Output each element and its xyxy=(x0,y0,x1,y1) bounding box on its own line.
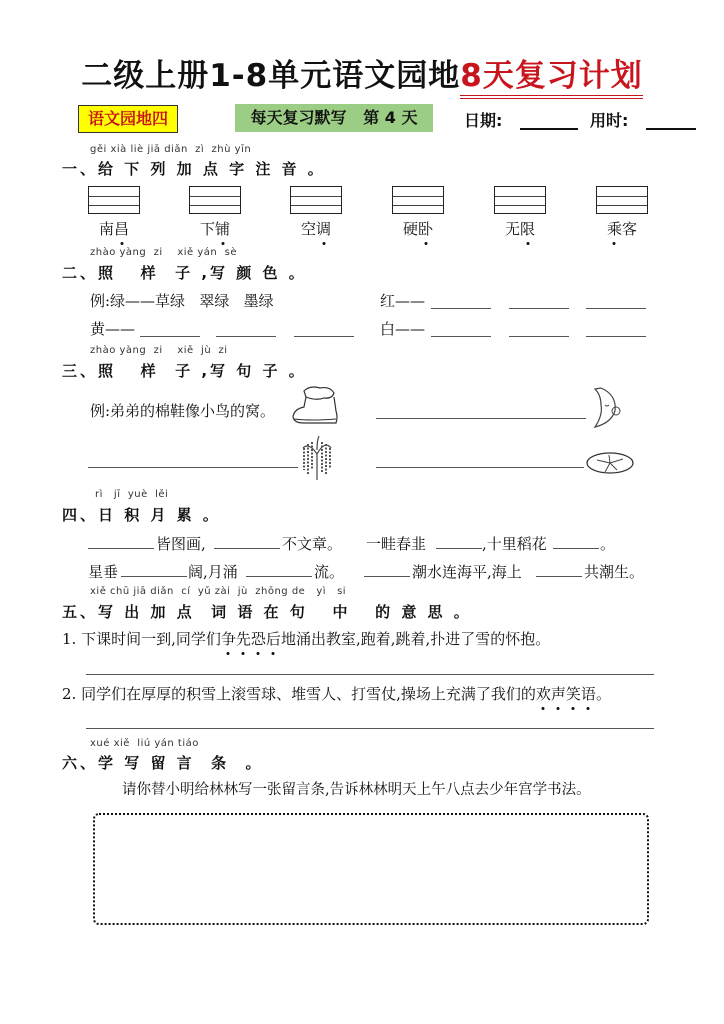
sentence-text: 。 xyxy=(595,685,611,703)
answer-line[interactable] xyxy=(294,336,354,337)
dotted-char: 限 xyxy=(520,220,536,238)
dotted-char: 恐 xyxy=(250,630,266,648)
question-1 xyxy=(62,628,550,649)
dotted-char: 争 xyxy=(220,630,236,648)
section3-pinyin: zhào yàng zi xiě jù zi xyxy=(90,345,228,356)
section2-example: 例:绿——草绿 翠绿 墨绿 xyxy=(90,292,274,310)
prompt-white: 白—— xyxy=(380,320,426,338)
box-guide-line xyxy=(89,196,139,197)
poem-text: 共潮生。 xyxy=(584,563,645,581)
word-item xyxy=(592,218,652,239)
dotted-char: 昌 xyxy=(114,220,130,238)
word-item xyxy=(185,218,245,239)
box-guide-line xyxy=(495,205,545,206)
boot-icon xyxy=(290,383,342,428)
box-guide-line xyxy=(597,196,647,197)
dotted-phrase xyxy=(536,683,596,704)
section5-title: 五、写 出 加 点 词 语 在 句 中 的 意 思 。 xyxy=(62,603,472,621)
answer-line[interactable] xyxy=(88,548,154,549)
poem-text: 阔,月涌 xyxy=(188,563,238,581)
box-guide-line xyxy=(291,205,341,206)
date-field[interactable] xyxy=(520,128,578,130)
prompt-yellow: 黄—— xyxy=(90,320,136,338)
section1-pinyin: gěi xià liè jiā diǎn zì zhù yīn xyxy=(90,144,252,155)
pinyin-answer-box[interactable] xyxy=(596,186,648,214)
answer-line[interactable] xyxy=(376,467,584,468)
section3-title: 三、照 样 子 ,写 句 子 。 xyxy=(62,362,307,380)
poem-text: 不文章。 xyxy=(282,535,343,553)
word-item xyxy=(388,218,448,239)
box-guide-line xyxy=(597,205,647,206)
unit-tag: 语文园地四 xyxy=(78,105,178,133)
box-guide-line xyxy=(495,196,545,197)
date-label: 日期: xyxy=(464,111,503,130)
section4-title: 四、日 积 月 累 。 xyxy=(62,506,221,524)
dotted-char: 调 xyxy=(316,220,332,238)
section2-title: 二、照 样 子 ,写 颜 色 。 xyxy=(62,264,307,282)
answer-line[interactable] xyxy=(553,548,599,549)
box-guide-line xyxy=(291,196,341,197)
poem-text: 。 xyxy=(600,535,616,553)
box-guide-line xyxy=(190,205,240,206)
dotted-char: 乘 xyxy=(606,220,622,238)
poem-text: 潮水连海平,海上 xyxy=(412,563,522,581)
answer-line[interactable] xyxy=(216,336,276,337)
prompt-red: 红—— xyxy=(380,292,426,310)
lotus-leaf-icon xyxy=(585,450,635,476)
answer-line[interactable] xyxy=(436,548,482,549)
dotted-phrase xyxy=(221,628,281,649)
note-writing-area[interactable] xyxy=(93,813,649,925)
answer-line[interactable] xyxy=(586,336,646,337)
question-number: 1. xyxy=(62,630,77,648)
question-2 xyxy=(62,683,611,704)
section5-pinyin: xiě chū jiā diǎn cí yǔ zài jù zhōng de yì si xyxy=(90,586,347,597)
poem-text: 流。 xyxy=(314,563,345,581)
dotted-char: 先 xyxy=(235,630,251,648)
answer-line[interactable] xyxy=(376,418,586,419)
section6-title: 六、学 写 留 言 条 。 xyxy=(62,754,264,772)
word-item xyxy=(84,218,144,239)
pinyin-answer-box[interactable] xyxy=(392,186,444,214)
section6-prompt: 请你替小明给林林写一张留言条,告诉林林明天上午八点去少年宫学书法。 xyxy=(122,782,591,798)
char: 无 xyxy=(504,220,520,238)
dotted-char: 声 xyxy=(550,685,566,703)
time-label: 用时: xyxy=(590,111,629,130)
section6-pinyin: xué xiě liú yán tiáo xyxy=(90,738,199,749)
word-item xyxy=(490,218,550,239)
pinyin-answer-box[interactable] xyxy=(189,186,241,214)
sentence-text: 下课时间一到,同学们 xyxy=(81,630,221,648)
sentence-text: 同学们在厚厚的积雪上滚雪球、堆雪人、打雪仗,操场上充满了我们的 xyxy=(81,685,536,703)
word-item xyxy=(286,218,346,239)
box-guide-line xyxy=(393,196,443,197)
page-title xyxy=(0,50,724,95)
answer-line[interactable] xyxy=(88,467,298,468)
char: 空 xyxy=(300,220,316,238)
answer-line[interactable] xyxy=(214,548,280,549)
answer-line[interactable] xyxy=(140,336,200,337)
dotted-char: 后 xyxy=(265,630,281,648)
poem-text: 皆图画, xyxy=(156,535,206,553)
answer-line[interactable] xyxy=(431,308,491,309)
char: 硬 xyxy=(402,220,418,238)
box-guide-line xyxy=(393,205,443,206)
pinyin-answer-box[interactable] xyxy=(290,186,342,214)
dotted-char: 欢 xyxy=(535,685,551,703)
sentence-text: 地涌出教室,跑着,跳着,扑进了雪的怀抱。 xyxy=(280,630,551,648)
answer-line[interactable] xyxy=(86,674,654,675)
answer-line[interactable] xyxy=(586,308,646,309)
char: 南 xyxy=(98,220,114,238)
box-guide-line xyxy=(89,205,139,206)
dotted-char: 笑 xyxy=(565,685,581,703)
section1-title: 一、给 下 列 加 点 字 注 音 。 xyxy=(62,160,326,178)
poem-text: 一畦春韭 xyxy=(366,535,427,553)
section3-example: 例:弟弟的棉鞋像小鸟的窝。 xyxy=(90,402,276,420)
pinyin-answer-box[interactable] xyxy=(88,186,140,214)
pinyin-answer-box[interactable] xyxy=(494,186,546,214)
dotted-char: 铺 xyxy=(215,220,231,238)
answer-line[interactable] xyxy=(246,576,312,577)
box-guide-line xyxy=(190,196,240,197)
question-number: 2. xyxy=(62,685,77,703)
char: 下 xyxy=(199,220,215,238)
answer-line[interactable] xyxy=(509,308,569,309)
section2-pinyin: zhào yàng zi xiě yán sè xyxy=(90,247,237,258)
title-red: 8天复习计划 xyxy=(460,58,643,99)
poem-text: ,十里稻花 xyxy=(482,535,547,553)
day-tag: 每天复习默写 第 4 天 xyxy=(235,104,433,132)
section4-pinyin: rì jī yuè lěi xyxy=(95,489,169,500)
answer-line[interactable] xyxy=(364,576,410,577)
poem-text: 星垂 xyxy=(88,563,119,581)
answer-line[interactable] xyxy=(536,576,582,577)
willow-icon xyxy=(299,434,335,482)
dotted-char: 语 xyxy=(580,685,596,703)
time-field[interactable] xyxy=(646,128,696,130)
dotted-char: 卧 xyxy=(418,220,434,238)
moon-icon xyxy=(587,385,629,430)
answer-line[interactable] xyxy=(121,576,187,577)
answer-line[interactable] xyxy=(509,336,569,337)
answer-line[interactable] xyxy=(86,728,654,729)
answer-line[interactable] xyxy=(431,336,491,337)
char: 客 xyxy=(622,220,638,238)
title-black: 二级上册1-8单元语文园地 xyxy=(81,58,461,94)
